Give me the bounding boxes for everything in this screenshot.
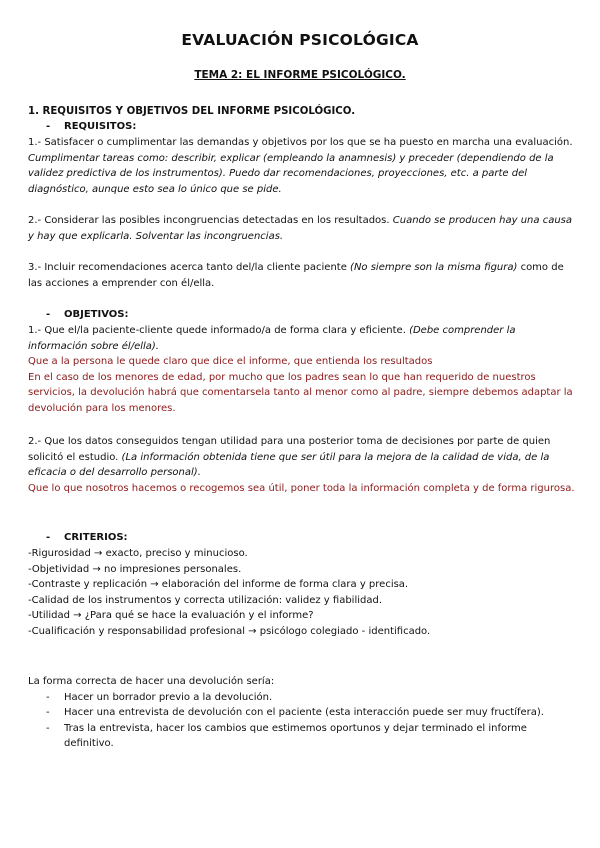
objetivo-1-red-note-2: En el caso de los menores de edad, por mucho que los padres sean lo que han requerido de nuestros servicios, la devolución habrá que comentarsela tanto al menor como al padre, siempre debemos adaptar la devolución para los menores.: [28, 371, 573, 414]
devolucion-section: [28, 674, 576, 752]
criterio-item: -Cualificación y responsabilidad profesional → psicólogo colegiado - identificado.: [28, 625, 431, 637]
objetivo-2-text: 2.- Que los datos conseguidos tengan utilidad para una posterior toma de decisiones por parte de quien solicitó el estudio.: [28, 436, 551, 463]
requisitos-heading-text: REQUISITOS:: [64, 121, 137, 132]
section-heading-text: 1. REQUISITOS Y OBJETIVOS DEL INFORME PSICOLÓGICO.: [28, 106, 356, 117]
bullet-dash: -: [46, 532, 51, 543]
requisito-2-text: 2.- Considerar las posibles incongruencias detectadas en los resultados.: [28, 215, 393, 226]
requisito-3-text-a: 3.- Incluir recomendaciones acerca tanto del/la cliente paciente: [28, 262, 351, 273]
objetivos-heading-text: OBJETIVOS:: [64, 309, 129, 320]
requisito-1-note: Cumplimentar tareas como: describir, explicar (empleando la anamnesis) y preceder (dependiendo de la validez predictiva de los instrumentos). Puedo dar recomendaciones, proyecciones, etc. a parte del diagnóstico, aunque esto sea lo único que se pide.: [28, 152, 554, 195]
objetivo-2-note: (La información obtenida tiene que ser útil para la mejora de la calidad de vida, de la eficacia o del desarrollo personal).: [28, 451, 550, 478]
requisitos-heading: [28, 119, 576, 135]
requisito-2: [28, 213, 576, 244]
criterios-heading-text: CRITERIOS:: [64, 532, 128, 543]
objetivo-2-red-note: Que lo que nosotros hacemos o recogemos sea útil, poner toda la información completa y de forma rigurosa.: [28, 482, 575, 494]
bullet-dash: -: [46, 707, 50, 718]
objetivo-1: [28, 323, 576, 416]
objetivo-1-text: 1.- Que el/la paciente-cliente quede informado/a de forma clara y eficiente.: [28, 325, 410, 336]
requisito-2-note: Cuando se producen hay una causa y hay que explicarla. Solventar las incongruencias.: [28, 215, 572, 242]
devolucion-step: - Tras la entrevista, hacer los cambios que estimemos oportunos y dejar terminado el informe definitivo.: [46, 722, 527, 749]
bullet-dash: -: [46, 691, 50, 703]
requisito-3: [28, 260, 576, 291]
devolucion-intro: La forma correcta de hacer una devolución sería:: [28, 676, 275, 687]
objetivos-heading: [28, 307, 576, 323]
criterio-item: -Contraste y replicación → elaboración del informe de forma clara y precisa.: [28, 579, 409, 590]
criterio-item: -Calidad de los instrumentos y correcta utilización: validez y fiabilidad.: [28, 594, 383, 606]
objetivo-1-note: (Debe comprender la información sobre él/ella).: [28, 325, 516, 352]
page-subtitle: TEMA 2: EL INFORME PSICOLÓGICO.: [194, 69, 406, 81]
objetivo-1-red-note-1: Que a la persona le quede claro que dice el informe, que entienda los resultados: [28, 356, 433, 367]
page-title: EVALUACIÓN PSICOLÓGICA: [181, 31, 419, 49]
bullet-dash: -: [46, 309, 51, 320]
criterio-item: -Objetividad → no impresiones personales.: [28, 563, 242, 575]
requisito-1: [28, 135, 576, 197]
requisito-1-text: 1.- Satisfacer o cumplimentar las demandas y objetivos por los que se ha puesto en marcha una evaluación.: [28, 137, 573, 148]
bullet-dash: -: [46, 722, 50, 734]
criterios-heading: [28, 530, 576, 546]
section-1-heading: [28, 104, 576, 120]
objetivo-2: [28, 434, 576, 496]
requisito-3-text-b: como de las acciones a emprender con él/ella.: [28, 262, 564, 289]
devolucion-step: - Hacer un borrador previo a la devolución.: [28, 690, 576, 706]
requisito-3-note: (No siempre son la misma figura): [350, 262, 518, 273]
bullet-dash: -: [46, 121, 51, 132]
devolucion-steps: [28, 690, 576, 752]
devolucion-step: - Hacer una entrevista de devolución con el paciente (esta interacción puede ser muy fructífera).: [28, 705, 576, 721]
criterios-list: [28, 546, 576, 639]
criterio-item: -Utilidad → ¿Para qué se hace la evaluación y el informe?: [28, 610, 314, 621]
criterio-item: -Rigurosidad → exacto, preciso y minucioso.: [28, 548, 248, 559]
